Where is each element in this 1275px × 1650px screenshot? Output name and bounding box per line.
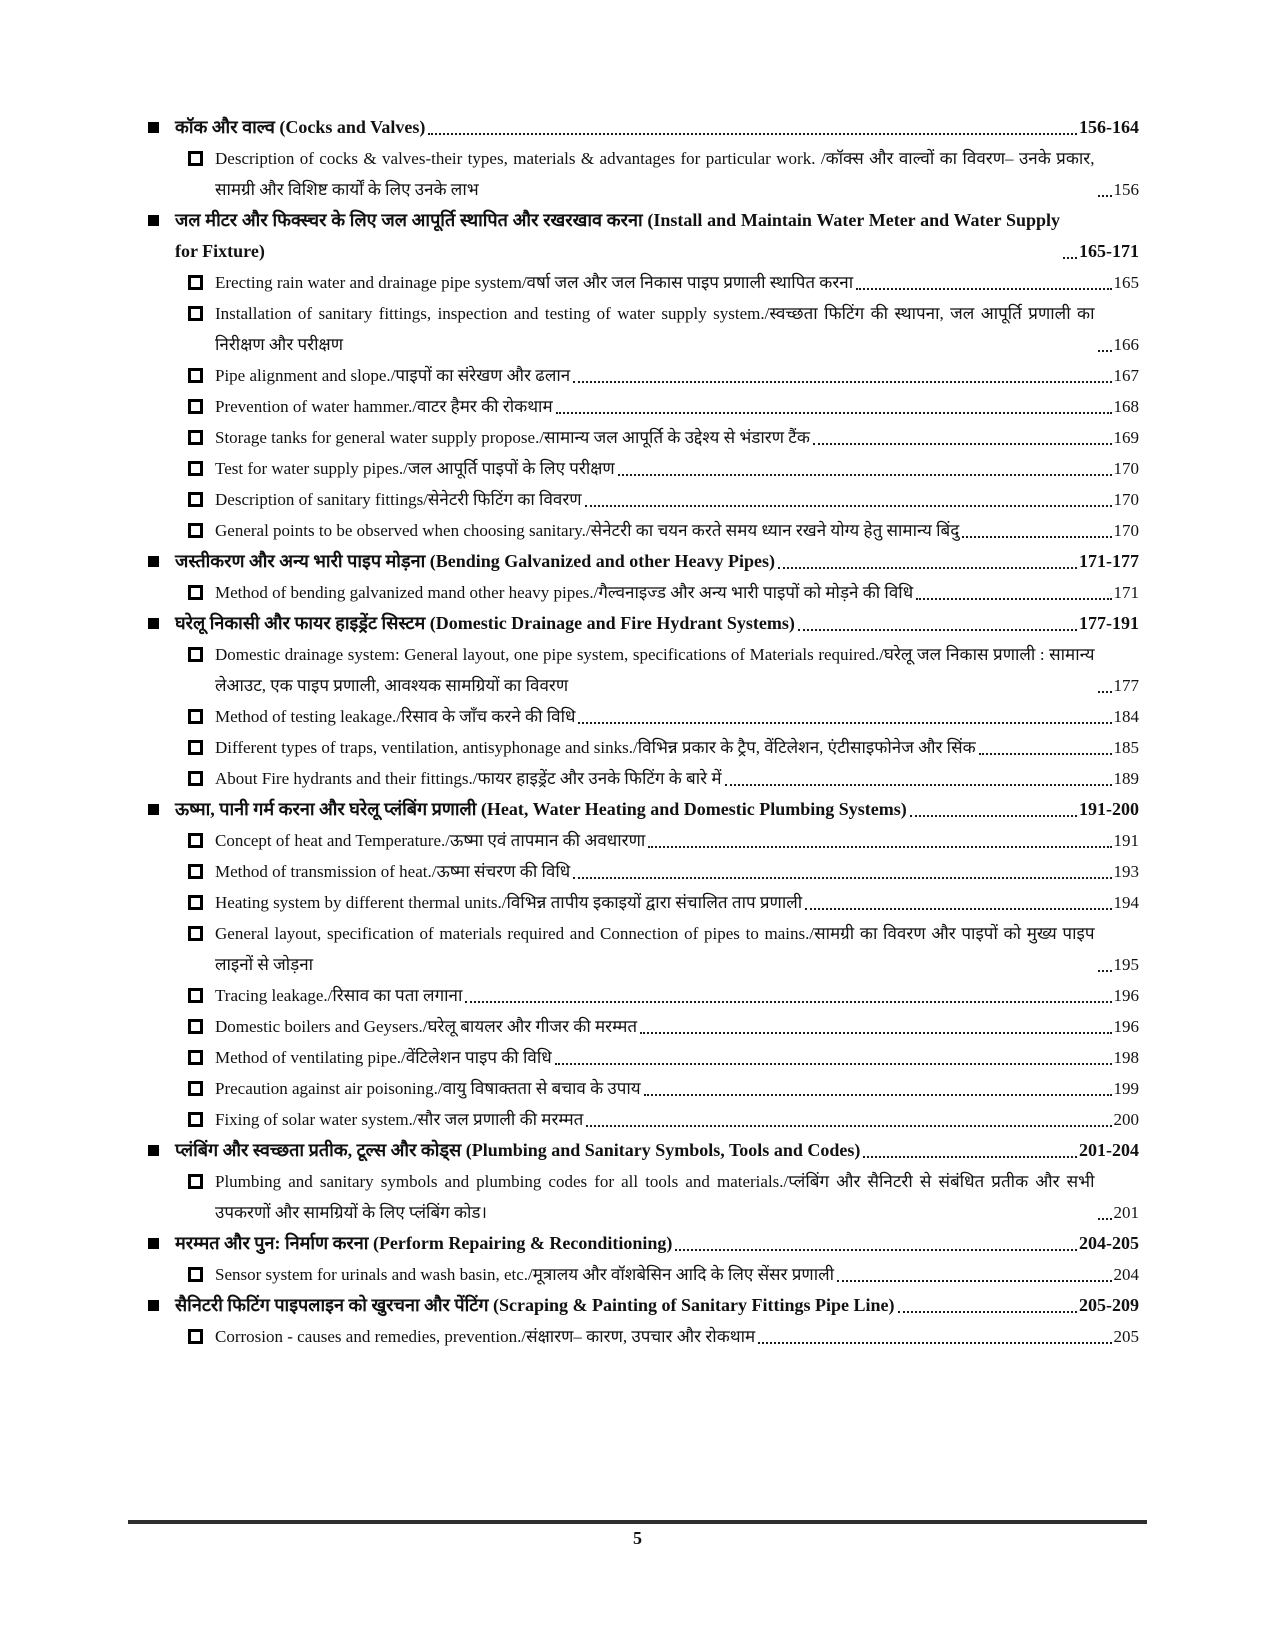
toc-item: [188, 1321, 1139, 1352]
toc-item-entry: [215, 267, 1139, 298]
dot-leader: [916, 598, 1111, 600]
toc-item: [188, 267, 1139, 298]
toc-item-text: Sensor system for urinals and wash basin, etc./मूत्रालय और वॉशबेसिन आदि के लिए सेंसर प्रणाली: [215, 1265, 835, 1284]
open-square-bullet-icon: [188, 306, 203, 321]
open-square-bullet-icon: [188, 1329, 203, 1344]
toc-item-text: Fixing of solar water system./सौर जल प्रणाली की मरम्मत: [215, 1110, 584, 1129]
dot-leader: [898, 1311, 1078, 1313]
toc-item-page: 189: [1113, 769, 1139, 788]
toc-item-text: Corrosion - causes and remedies, prevention./संक्षारण– कारण, उपचार और रोकथाम: [215, 1327, 756, 1346]
toc-item-entry: [215, 980, 1139, 1011]
open-square-bullet-icon: [188, 430, 203, 445]
filled-square-bullet-icon: [148, 215, 159, 226]
open-square-bullet-icon: [188, 368, 203, 383]
open-square-bullet-icon: [188, 709, 203, 724]
toc-item-text: Prevention of water hammer./वाटर हैमर की रोकथाम: [215, 397, 553, 416]
toc-item-page: 165: [1113, 273, 1139, 292]
toc-item: [188, 143, 1139, 205]
toc-section: [148, 1290, 1139, 1321]
open-square-bullet-icon: [188, 1267, 203, 1282]
toc-item-page: 170: [1113, 490, 1139, 509]
toc-item-entry: [215, 143, 1139, 205]
toc-item-page: 171: [1113, 583, 1139, 602]
open-square-bullet-icon: [188, 647, 203, 662]
toc-item: [188, 422, 1139, 453]
toc-section-page-range: 171-177: [1079, 551, 1139, 571]
toc-section-title: कॉक और वाल्व (Cocks and Valves): [175, 117, 426, 137]
toc-item: [188, 1166, 1139, 1228]
dot-leader: [555, 1063, 1112, 1065]
toc-section-entry: [175, 1228, 1139, 1259]
toc-item-entry: [215, 484, 1139, 515]
toc-section: [148, 608, 1139, 639]
toc-item-entry: [215, 918, 1139, 980]
toc-item-page: 169: [1113, 428, 1139, 447]
dot-leader: [585, 505, 1112, 507]
toc-item: [188, 484, 1139, 515]
toc-item-text: General points to be observed when choosing sanitary./सेनेटरी का चयन करते समय ध्यान रखने योग्य हेतु सामान्य बिंदु: [215, 521, 960, 540]
open-square-bullet-icon: [188, 461, 203, 476]
open-square-bullet-icon: [188, 1050, 203, 1065]
toc-item-text: General layout, specification of materials required and Connection of pipes to mains./सामग्री का विवरण और पाइपों को मुख्य पाइप लाइनों से जोड़ना: [215, 924, 1095, 974]
toc-item-entry: [215, 1321, 1139, 1352]
toc-item-page: 196: [1113, 986, 1139, 1005]
toc-section-page-range: 205-209: [1079, 1295, 1139, 1315]
dot-leader: [962, 536, 1111, 538]
toc-section-title: ऊष्मा, पानी गर्म करना और घरेलू प्लंबिंग प्रणाली (Heat, Water Heating and Domestic Plumbing Systems): [175, 799, 907, 819]
toc-section-title: मरम्मत और पुन: निर्माण करना (Perform Repairing & Reconditioning): [175, 1233, 673, 1253]
filled-square-bullet-icon: [148, 1238, 159, 1249]
toc-section-title: प्लंबिंग और स्वच्छता प्रतीक, टूल्स और कोड्स (Plumbing and Sanitary Symbols, Tools and Codes): [175, 1140, 861, 1160]
toc-item-entry: [215, 391, 1139, 422]
toc-section-title: घरेलू निकासी और फायर हाइड्रेंट सिस्टम (Domestic Drainage and Fire Hydrant Systems): [175, 613, 795, 633]
open-square-bullet-icon: [188, 833, 203, 848]
dot-leader: [1098, 350, 1112, 352]
toc-item: [188, 298, 1139, 360]
toc-section: [148, 1135, 1139, 1166]
dot-leader: [805, 908, 1111, 910]
toc-item-text: Tracing leakage./रिसाव का पता लगाना: [215, 986, 463, 1005]
dot-leader: [573, 877, 1111, 879]
toc-item: [188, 391, 1139, 422]
dot-leader: [1098, 691, 1112, 693]
dot-leader: [1063, 257, 1077, 259]
toc-item-entry: [215, 887, 1139, 918]
dot-leader: [578, 722, 1111, 724]
toc-item: [188, 825, 1139, 856]
toc-item-text: Method of transmission of heat./ऊष्मा संचरण की विधि: [215, 862, 571, 881]
toc-item-entry: [215, 298, 1139, 360]
toc-item-entry: [215, 422, 1139, 453]
toc-item-page: 170: [1113, 459, 1139, 478]
dot-leader: [910, 815, 1077, 817]
toc-item-page: 196: [1113, 1017, 1139, 1036]
toc-item-entry: [215, 1166, 1139, 1228]
toc-item: [188, 732, 1139, 763]
filled-square-bullet-icon: [148, 804, 159, 815]
dot-leader: [758, 1342, 1111, 1344]
toc-section: [148, 546, 1139, 577]
toc-section-page-range: 165-171: [1079, 241, 1139, 261]
toc-item-text: Heating system by different thermal units./विभिन्न तापीय इकाइयों द्वारा संचालित ताप प्रणाली: [215, 893, 803, 912]
dot-leader: [465, 1001, 1111, 1003]
open-square-bullet-icon: [188, 492, 203, 507]
toc-item-text: Method of bending galvanized mand other heavy pipes./गैल्वनाइज्ड और अन्य भारी पाइपों को मोड़ने की विधि: [215, 583, 914, 602]
toc-item-text: Plumbing and sanitary symbols and plumbing codes for all tools and materials./प्लंबिंग और सैनिटरी से संबंधित प्रतीक और सभी उपकरणों और सामग्रियों के लिए प्लंबिंग कोड।: [215, 1172, 1095, 1222]
dot-leader: [837, 1280, 1111, 1282]
toc-item-text: Description of cocks & valves-their types, materials & advantages for particular work. /कॉक्स और वाल्वों का विवरण– उनके प्रकार, सामग्री और विशिष्ट कार्यों के लिए उनके लाभ: [215, 149, 1095, 199]
open-square-bullet-icon: [188, 864, 203, 879]
open-square-bullet-icon: [188, 1174, 203, 1189]
dot-leader: [813, 443, 1112, 445]
toc-item-page: 201: [1113, 1203, 1139, 1222]
dot-leader: [798, 629, 1077, 631]
toc-item-text: Different types of traps, ventilation, antisyphonage and sinks./विभिन्न प्रकार के ट्रैप, वेंटिलेशन, एंटीसाइफोनेज और सिंक: [215, 738, 976, 757]
toc-item-page: 199: [1113, 1079, 1139, 1098]
toc-item-page: 177: [1113, 676, 1139, 695]
toc-section: [148, 794, 1139, 825]
dot-leader: [979, 753, 1112, 755]
toc-item-text: Domestic drainage system: General layout, one pipe system, specifications of Materials required./घरेलू जल निकास प्रणाली : सामान्य लेआउट, एक पाइप प्रणाली, आवश्यक सामग्रियों का विवरण: [215, 645, 1095, 695]
toc-item-entry: [215, 453, 1139, 484]
dot-leader: [644, 1094, 1112, 1096]
dot-leader: [1098, 970, 1112, 972]
toc-item-page: 205: [1113, 1327, 1139, 1346]
toc-item-text: Concept of heat and Temperature./ऊष्मा एवं तापमान की अवधारणा: [215, 831, 646, 850]
open-square-bullet-icon: [188, 1019, 203, 1034]
toc-item-entry: [215, 825, 1139, 856]
toc-item-text: Domestic boilers and Geysers./घरेलू बायलर और गीजर की मरम्मत: [215, 1017, 638, 1036]
open-square-bullet-icon: [188, 585, 203, 600]
dot-leader: [618, 474, 1112, 476]
toc-item-page: 200: [1113, 1110, 1139, 1129]
dot-leader: [428, 133, 1077, 135]
open-square-bullet-icon: [188, 151, 203, 166]
toc-item: [188, 763, 1139, 794]
toc-item-text: Erecting rain water and drainage pipe system/वर्षा जल और जल निकास पाइप प्रणाली स्थापित करना: [215, 273, 854, 292]
dot-leader: [573, 381, 1111, 383]
dot-leader: [675, 1249, 1077, 1251]
toc-item-entry: [215, 1104, 1139, 1135]
toc-item: [188, 1073, 1139, 1104]
toc-item-text: Description of sanitary fittings/सेनेटरी फिटिंग का विवरण: [215, 490, 582, 509]
toc-item-text: Method of ventilating pipe./वेंटिलेशन पाइप की विधि: [215, 1048, 552, 1067]
toc-item: [188, 1104, 1139, 1135]
dot-leader: [556, 412, 1112, 414]
open-square-bullet-icon: [188, 399, 203, 414]
toc-item-text: Method of testing leakage./रिसाव के जाँच करने की विधि: [215, 707, 576, 726]
open-square-bullet-icon: [188, 988, 203, 1003]
toc-item-page: 194: [1113, 893, 1139, 912]
open-square-bullet-icon: [188, 771, 203, 786]
filled-square-bullet-icon: [148, 618, 159, 629]
toc-item-page: 167: [1113, 366, 1139, 385]
toc-item: [188, 1011, 1139, 1042]
dot-leader: [1098, 1218, 1112, 1220]
toc-item: [188, 639, 1139, 701]
toc-item: [188, 1042, 1139, 1073]
dot-leader: [1098, 195, 1112, 197]
table-of-contents: [148, 112, 1139, 1352]
toc-section-title: जस्तीकरण और अन्य भारी पाइप मोड़ना (Bending Galvanized and other Heavy Pipes): [175, 551, 775, 571]
toc-section-title: जल मीटर और फिक्स्चर के लिए जल आपूर्ति स्थापित और रखरखाव करना (Install and Maintain Water Meter and Water Supply for Fixture): [175, 210, 1060, 261]
toc-section-entry: [175, 1290, 1139, 1321]
toc-item: [188, 1259, 1139, 1290]
toc-item-entry: [215, 360, 1139, 391]
toc-item-text: Pipe alignment and slope./पाइपों का संरेखण और ढलान: [215, 366, 571, 385]
toc-section-entry: [175, 205, 1139, 267]
toc-item-entry: [215, 701, 1139, 732]
dot-leader: [725, 784, 1112, 786]
toc-section-page-range: 201-204: [1079, 1140, 1139, 1160]
toc-section-entry: [175, 546, 1139, 577]
toc-item: [188, 701, 1139, 732]
filled-square-bullet-icon: [148, 122, 159, 133]
toc-item-entry: [215, 763, 1139, 794]
toc-item-text: Test for water supply pipes./जल आपूर्ति पाइपों के लिए परीक्षण: [215, 459, 615, 478]
dot-leader: [586, 1125, 1111, 1127]
toc-item: [188, 856, 1139, 887]
filled-square-bullet-icon: [148, 556, 159, 567]
toc-item-page: 195: [1113, 955, 1139, 974]
toc-section-entry: [175, 794, 1139, 825]
toc-item-page: 166: [1113, 335, 1139, 354]
toc-item-entry: [215, 856, 1139, 887]
dot-leader: [648, 846, 1111, 848]
toc-item-text: About Fire hydrants and their fittings./फायर हाइड्रेंट और उनके फिटिंग के बारे में: [215, 769, 722, 788]
toc-item-entry: [215, 1073, 1139, 1104]
toc-section-page-range: 156-164: [1079, 117, 1139, 137]
toc-item-page: 185: [1113, 738, 1139, 757]
toc-item: [188, 577, 1139, 608]
toc-section-page-range: 177-191: [1079, 613, 1139, 633]
toc-item-entry: [215, 732, 1139, 763]
filled-square-bullet-icon: [148, 1300, 159, 1311]
toc-item: [188, 887, 1139, 918]
toc-item-page: 204: [1113, 1265, 1139, 1284]
toc-section: [148, 112, 1139, 143]
toc-item: [188, 980, 1139, 1011]
toc-section-page-range: 204-205: [1079, 1233, 1139, 1253]
open-square-bullet-icon: [188, 740, 203, 755]
toc-item-page: 156: [1113, 180, 1139, 199]
toc-item-page: 193: [1113, 862, 1139, 881]
dot-leader: [856, 288, 1111, 290]
toc-item-page: 198: [1113, 1048, 1139, 1067]
toc-item-text: Storage tanks for general water supply propose./सामान्य जल आपूर्ति के उद्देश्य से भंडारण टैंक: [215, 428, 810, 447]
toc-item-text: Installation of sanitary fittings, inspection and testing of water supply system./स्वच्छता फिटिंग की स्थापना, जल आपूर्ति प्रणाली का निरीक्षण और परीक्षण: [215, 304, 1095, 354]
toc-item: [188, 918, 1139, 980]
toc-section-title: सैनिटरी फिटिंग पाइपलाइन को खुरचना और पेंटिंग (Scraping & Painting of Sanitary Fittings Pipe Line): [175, 1295, 895, 1315]
open-square-bullet-icon: [188, 926, 203, 941]
toc-item-entry: [215, 577, 1139, 608]
toc-item-page: 170: [1113, 521, 1139, 540]
toc-section: [148, 1228, 1139, 1259]
toc-item-entry: [215, 1042, 1139, 1073]
page-number: 5: [633, 1528, 642, 1548]
open-square-bullet-icon: [188, 895, 203, 910]
toc-item: [188, 453, 1139, 484]
toc-item-page: 191: [1113, 831, 1139, 850]
dot-leader: [863, 1156, 1077, 1158]
toc-section-entry: [175, 112, 1139, 143]
toc-item: [188, 515, 1139, 546]
open-square-bullet-icon: [188, 1081, 203, 1096]
toc-item-text: Precaution against air poisoning./वायु विषाक्तता से बचाव के उपाय: [215, 1079, 641, 1098]
toc-item-entry: [215, 1011, 1139, 1042]
toc-section-page-range: 191-200: [1079, 799, 1139, 819]
toc-section-entry: [175, 608, 1139, 639]
toc-item: [188, 360, 1139, 391]
open-square-bullet-icon: [188, 1112, 203, 1127]
toc-item-entry: [215, 639, 1139, 701]
toc-item-page: 168: [1113, 397, 1139, 416]
toc-section: [148, 205, 1139, 267]
toc-item-entry: [215, 1259, 1139, 1290]
toc-section-entry: [175, 1135, 1139, 1166]
footer-rule: [128, 1520, 1147, 1524]
dot-leader: [640, 1032, 1111, 1034]
open-square-bullet-icon: [188, 275, 203, 290]
filled-square-bullet-icon: [148, 1145, 159, 1156]
open-square-bullet-icon: [188, 523, 203, 538]
toc-item-page: 184: [1113, 707, 1139, 726]
toc-item-entry: [215, 515, 1139, 546]
dot-leader: [778, 567, 1077, 569]
